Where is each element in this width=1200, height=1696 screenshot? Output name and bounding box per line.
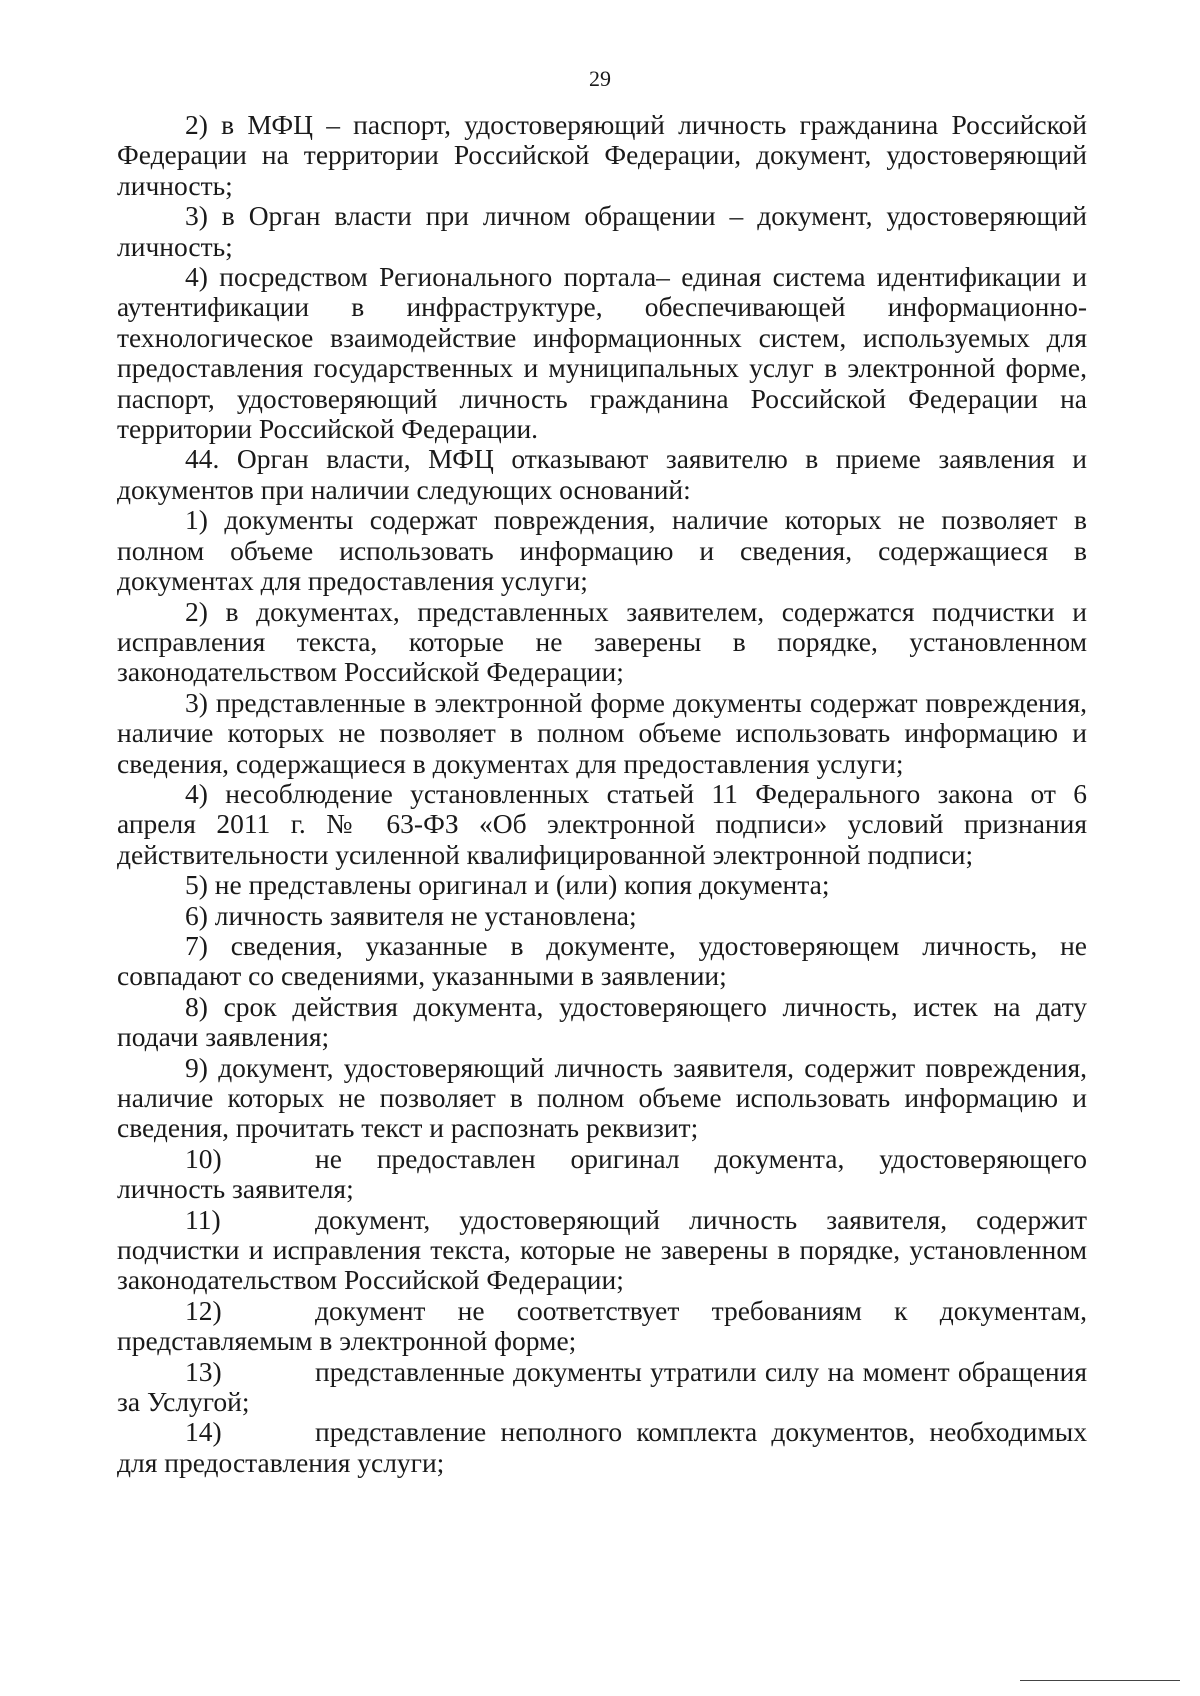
item-number: 14) [185,1416,222,1448]
item-number: 10) [185,1142,222,1174]
numbered-item [117,1357,1087,1418]
document-body [117,110,1087,1478]
paragraph: 3) в Орган власти при личном обращении – документ, удостоверяющий личность; [117,200,1087,262]
paragraph: 5) не представлены оригинал и (или) копия документа; [185,869,830,901]
item-text: документ, удостоверяющий личность заявителя, содержит подчистки и исправления текста, которые не заверены в порядке, установленном законодательством Российской Федерации; [117,1203,1087,1296]
paragraph: 7) сведения, указанные в документе, удостоверяющем личность, не совпадают со сведениями, указанными в заявлении; [117,929,1087,992]
item-text: документ не соответствует требованиям к документам, представляемым в электронной форме; [117,1294,1087,1357]
numbered-item [117,1296,1087,1357]
paragraph: 1) документы содержат повреждения, наличие которых не позволяет в полном объеме использовать информацию и сведения, содержащиеся в документах для предоставления услуги; [117,504,1087,597]
item-number: 12) [185,1294,222,1326]
paragraph: 4) несоблюдение установленных статьей 11 Федерального закона от 6 апреля 2011 г. № 63-ФЗ «Об электронной подписи» условий признания действительности усиленной квалифицированной электронной подписи; [117,777,1087,870]
item-text: представленные документы утратили силу на момент обращения за Услугой; [117,1355,1087,1418]
paragraph: 44. Орган власти, МФЦ отказывают заявителю в приеме заявления и документов при наличии следующих оснований: [117,443,1087,505]
paragraph: 2) в документах, представленных заявителем, содержатся подчистки и исправления текста, которые не заверены в порядке, установленном законодательством Российской Федерации; [117,595,1087,688]
item-number: 13) [185,1355,222,1387]
paragraph: 2) в МФЦ – паспорт, удостоверяющий личность гражданина Российской Федерации на территории Российской Федерации, документ, удостоверяющий личность; [117,109,1087,201]
paragraph: 8) срок действия документа, удостоверяющего личность, истек на дату подачи заявления; [117,990,1087,1053]
item-text: не предоставлен оригинал документа, удостоверяющего личность заявителя; [117,1142,1087,1205]
paragraph: 4) посредством Регионального портала– единая система идентификации и аутентификации в инфраструктуре, обеспечивающей информационно-технологическое взаимодействие информационных систем, используемых для предоставления государственных и муниципальных услуг в электронной форме, паспорт, удостоверяющий личность гражданина Российской Федерации на территории Российской Федерации. [117,261,1087,445]
item-number: 11) [185,1203,221,1235]
page-number: 29 [589,66,611,91]
paragraph: 9) документ, удостоверяющий личность заявителя, содержит повреждения, наличие которых не позволяет в полном объеме использовать информацию и сведения, прочитать текст и распознать реквизит; [117,1051,1087,1144]
paragraph: 6) личность заявителя не установлена; [185,899,637,931]
paragraph: 3) представленные в электронной форме документы содержат повреждения, наличие которых не позволяет в полном объеме использовать информацию и сведения, содержащиеся в документах для предоставления услуги; [117,686,1087,779]
numbered-item [117,1417,1087,1478]
numbered-item [117,1144,1087,1205]
footer-rule [1020,1680,1180,1681]
numbered-item [117,1205,1087,1296]
item-text: представление неполного комплекта документов, необходимых для предоставления услуги; [117,1416,1087,1478]
